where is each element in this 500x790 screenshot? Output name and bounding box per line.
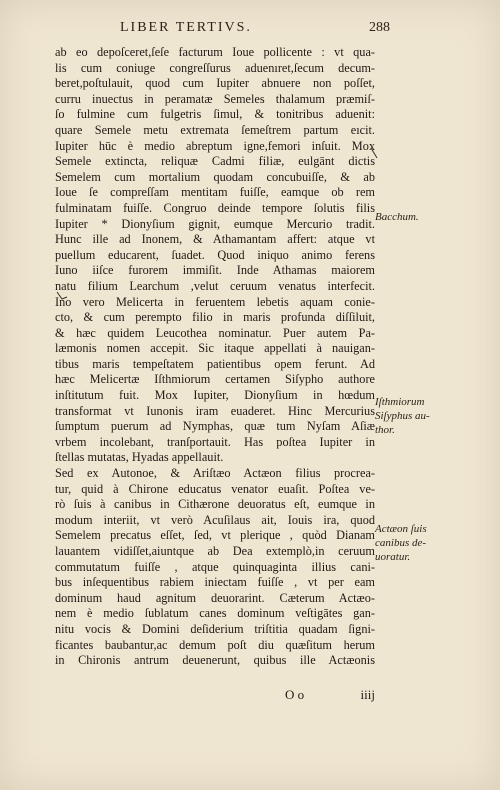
signature-letters: O o xyxy=(285,687,305,702)
text-line: Semelem cum mortalium quodam concubuiſſe, & ab xyxy=(55,169,375,184)
marginal-line: Actæon ſuis xyxy=(375,523,427,535)
text-line: puellum educarent, ſuadet. Quod iniquo animo ferens xyxy=(55,247,375,262)
text-line: hæc Melicertæ Iſthmiorum certamen Siſypho authore xyxy=(55,372,375,387)
marginal-line: canibus de- xyxy=(375,537,427,549)
text-line: tur, quid à Chirone educatus venator euaſit. Poſtea ve- xyxy=(55,481,375,496)
text-line: & hæc quidem Leucothea nominatur. Puer autem Pa- xyxy=(55,325,375,340)
marginal-note-isthmiorum xyxy=(375,395,445,437)
text-line: Ino vero Melicerta in feruentem lebetis aquam conie- xyxy=(55,294,375,309)
text-line: quare Semele metu extremata ſemeſtrem partum eıcit. xyxy=(55,122,375,137)
text-line: cto, & cum perempto filio in maris profunda diſſiluit, xyxy=(55,310,375,325)
text-line: Sed ex Autonoe, & Ariſtæo Actæon filius procrea- xyxy=(55,466,375,481)
marginal-line: uoratur. xyxy=(375,551,411,563)
body-text xyxy=(55,45,375,669)
signature-folio: iiij xyxy=(360,687,375,702)
text-line: Semelem precatus eſſet, ſed, vt plerique , quòd Dianam xyxy=(55,528,375,543)
text-line: lauantem vidiſſet,aiuntque ab Dea extemplò,in ceruum xyxy=(55,544,375,558)
marginal-note-actaeon xyxy=(375,522,445,564)
text-line: tibus maris tempeſtatem patientibus opem ferunt. Ad xyxy=(55,356,375,371)
marginal-line: Siſyphus au- xyxy=(375,410,430,422)
marginal-line: thor. xyxy=(375,424,395,436)
text-line: fulminatam fuiſſe. Congruo deinde tempore ſolutis filis xyxy=(55,200,375,215)
text-line: curru inuectus in peramatæ Semeles thalamum præmiſ- xyxy=(55,91,375,106)
text-line: commutatum fuiſſe , atque quinquaginta illius cani- xyxy=(55,559,375,574)
text-line: ab eo depoſceret,ſeſe facturum Ioue pollicente : vt qua- xyxy=(55,45,375,59)
signature-mark xyxy=(225,687,375,705)
text-line: ſumptum puerum ad Nymphas, quæ tum Nyſam Aſiæ xyxy=(55,419,375,434)
text-line: ſtellas mutatas, Hyadas appellauit. xyxy=(55,450,224,465)
text-line: Ioue ſe compreſſam mentitam fuiſſe, eamque ob rem xyxy=(55,185,375,200)
text-line: modum interiit, vt verò Acuſilaus ait, Iouis ira, quod xyxy=(55,512,375,527)
text-line: Iuno iiſce furorem immiſit. Inde Athamas maiorem xyxy=(55,263,375,278)
text-line: rò ſuis à canibus in Cithærone deuoratus eſt, eumque in xyxy=(55,497,375,512)
text-line: nitu vocis & Domini deſiderium triſtitia quadam ſigni- xyxy=(55,621,375,636)
pen-hook-mark xyxy=(56,291,68,301)
marginal-note-bacchum xyxy=(375,210,445,224)
marginal-line: Bacchum. xyxy=(375,211,419,223)
running-header xyxy=(100,20,390,40)
text-line: transformat vt Iunonis iram euaderet. Hinc Mercurius xyxy=(55,403,375,418)
text-line: Hunc ille ad Inonem, & Athamantam affert: atque vt xyxy=(55,232,375,247)
text-line: Semele extincta, reliquæ Cadmi filiæ, eulgānt dictis xyxy=(55,154,375,169)
text-line: Iupiter hūc è medio abreptum igne,femori inſuit. Mox xyxy=(55,138,375,153)
text-line: Iupiter * Dionyſium gignit, eumque Mercurio tradit. xyxy=(55,216,375,231)
page-number: 288 xyxy=(369,20,390,35)
text-line: beret,poſtulauit, quod cum Iupiter abnuere non poſſet, xyxy=(55,76,375,91)
text-line: ſo fulmine cum fulgetris ſimul, & tonitribus aduenit: xyxy=(55,107,375,122)
text-line: ficantes baubantur,ac demum poſt diu quæſitum herum xyxy=(55,637,375,652)
text-line: vrbem incolebant, tranſportauit. Has poſtea Iupiter in xyxy=(55,434,375,449)
marginal-line: Iſthmiorum xyxy=(375,396,425,408)
text-line: dominum haud agnitum deuorarint. Cæterum Actæo- xyxy=(55,590,375,605)
text-line: nem è medio ſublatum canes dominum veſtigātes gan- xyxy=(55,606,375,621)
text-line: natu filium Learchum ,velut ceruum venatus interfecit. xyxy=(55,278,375,293)
text-line: bus inſequentibus rabiem iniectam fuiſſe , vt per eam xyxy=(55,575,375,590)
running-title: LIBER TERTIVS. xyxy=(120,20,252,35)
text-line: lis cum coniuge congreſſurus aduenıret,ſecum decum- xyxy=(55,60,375,75)
text-line: inſtitutum fuit. Mox Iupiter, Dionyſium in hœdum xyxy=(55,388,375,403)
text-line: læmonis nomen accepit. Sic itaque appellati à nauigan- xyxy=(55,341,375,356)
pen-stroke-mark xyxy=(369,146,379,160)
text-line: in Chironis antrum deuenerunt, quibus ille Actæonis xyxy=(55,653,375,668)
